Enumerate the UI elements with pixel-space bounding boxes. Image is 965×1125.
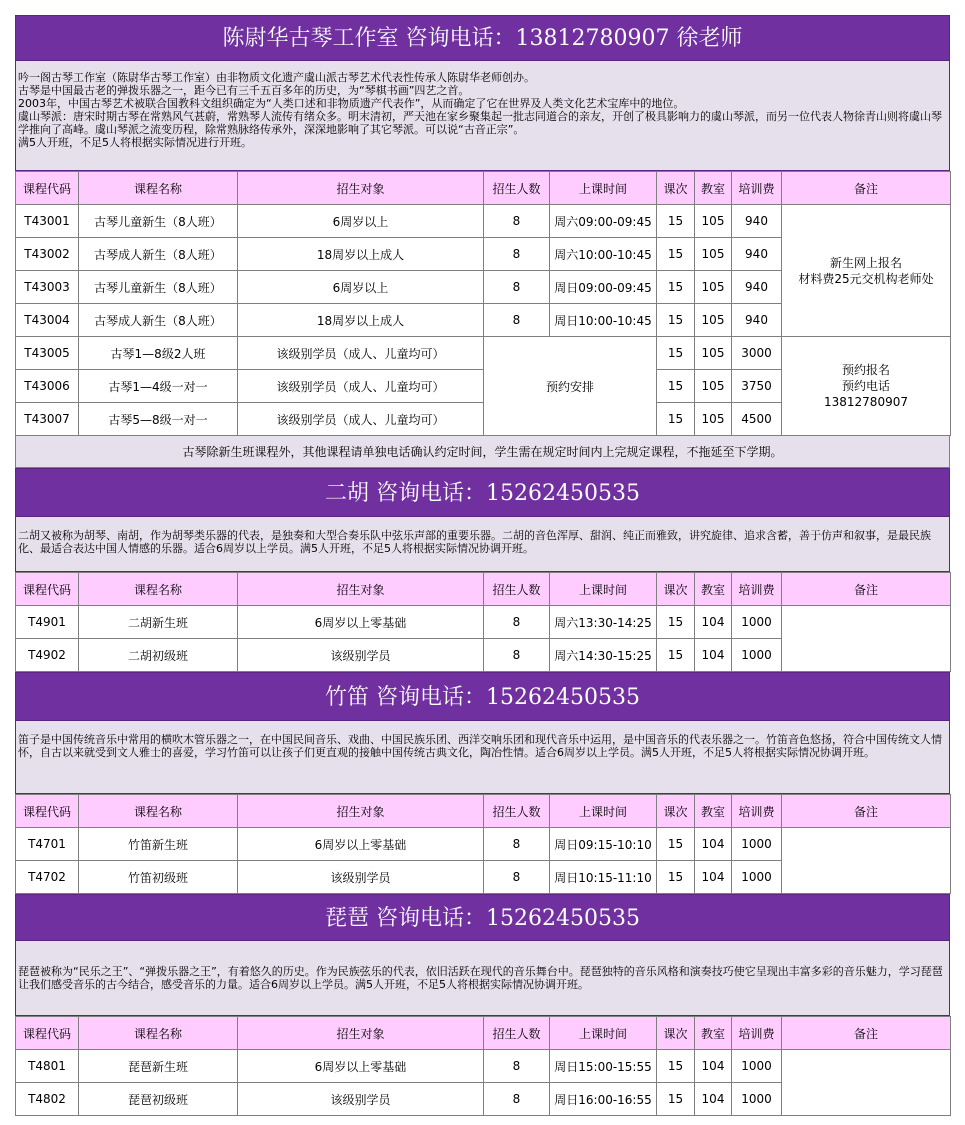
cell-target: 该级别学员 (238, 639, 484, 672)
header-sessions: 课次 (657, 1017, 695, 1050)
header-code: 课程代码 (16, 172, 79, 205)
erhu-section (15, 468, 950, 672)
cell-time: 周六13:30-14:25 (550, 606, 657, 639)
cell-count: 8 (484, 304, 550, 337)
header-target: 招生对象 (238, 172, 484, 205)
header-time: 上课时间 (550, 795, 657, 828)
header-count: 招生人数 (484, 573, 550, 606)
cell-room: 105 (695, 238, 732, 271)
cell-room: 105 (695, 337, 732, 370)
cell-name: 古琴成人新生（8人班） (79, 304, 238, 337)
cell-target: 18周岁以上成人 (238, 304, 484, 337)
cell-target: 该级别学员（成人、儿童均可） (238, 337, 484, 370)
header-target: 招生对象 (238, 1017, 484, 1050)
cell-code: T43002 (16, 238, 79, 271)
page (15, 15, 950, 1116)
cell-fee: 940 (732, 271, 782, 304)
header-sessions: 课次 (657, 795, 695, 828)
pipa-banner: 琵琶 咨询电话：15262450535 (15, 894, 950, 941)
cell-name: 古琴成人新生（8人班） (79, 238, 238, 271)
header-note: 备注 (782, 1017, 951, 1050)
erhu-table (15, 572, 951, 672)
cell-room: 104 (695, 606, 732, 639)
note-line: 预约电话 (841, 379, 890, 393)
header-target: 招生对象 (238, 795, 484, 828)
cell-name: 竹笛新生班 (79, 828, 238, 861)
header-count: 招生人数 (484, 172, 550, 205)
cell-note (782, 606, 951, 672)
cell-name: 古琴1—4级一对一 (79, 370, 238, 403)
cell-time: 周日15:00-15:55 (550, 1050, 657, 1083)
header-name: 课程名称 (79, 1017, 238, 1050)
cell-count: 8 (484, 861, 550, 894)
cell-code: T43004 (16, 304, 79, 337)
cell-fee: 1000 (732, 606, 782, 639)
cell-code: T43005 (16, 337, 79, 370)
cell-code: T4901 (16, 606, 79, 639)
cell-time: 周六10:00-10:45 (550, 238, 657, 271)
cell-count: 8 (484, 828, 550, 861)
table-row (16, 1050, 951, 1083)
cell-code: T4702 (16, 861, 79, 894)
header-note: 备注 (782, 172, 951, 205)
cell-code: T4902 (16, 639, 79, 672)
guqin-footnote: 古琴除新生班课程外，其他课程请单独电话确认约定时间，学生需在规定时间内上完规定课程，不拖延至下学期。 (15, 436, 950, 468)
header-name: 课程名称 (79, 795, 238, 828)
dizi-table (15, 794, 951, 894)
table-row (16, 337, 951, 370)
cell-sessions: 15 (657, 370, 695, 403)
cell-name: 古琴儿童新生（8人班） (79, 205, 238, 238)
pipa-intro (15, 941, 950, 1016)
cell-time: 周六14:30-15:25 (550, 639, 657, 672)
cell-fee: 1000 (732, 1083, 782, 1116)
table-row (16, 606, 951, 639)
cell-room: 105 (695, 304, 732, 337)
cell-target: 6周岁以上 (238, 271, 484, 304)
cell-fee: 940 (732, 304, 782, 337)
cell-note (782, 828, 951, 894)
header-fee: 培训费 (732, 795, 782, 828)
cell-room: 104 (695, 1083, 732, 1116)
header-code: 课程代码 (16, 795, 79, 828)
cell-name: 琵琶新生班 (79, 1050, 238, 1083)
cell-name: 竹笛初级班 (79, 861, 238, 894)
pipa-table (15, 1016, 951, 1116)
header-sessions: 课次 (657, 573, 695, 606)
cell-time: 周日09:15-10:10 (550, 828, 657, 861)
cell-target: 该级别学员 (238, 1083, 484, 1116)
cell-sessions: 15 (657, 304, 695, 337)
cell-sessions: 15 (657, 828, 695, 861)
cell-time: 周日09:00-09:45 (550, 271, 657, 304)
cell-count: 8 (484, 205, 550, 238)
cell-note-newstudent (782, 205, 951, 337)
cell-time: 周日10:15-11:10 (550, 861, 657, 894)
cell-code: T4801 (16, 1050, 79, 1083)
header-fee: 培训费 (732, 573, 782, 606)
cell-code: T43001 (16, 205, 79, 238)
intro-line: 2003年，中国古琴艺术被联合国教科文组织确定为“人类口述和非物质遗产代表作”，从而确定了它在世界及人类文化艺术宝库中的地位。 (18, 97, 685, 110)
cell-count: 8 (484, 606, 550, 639)
table-row (16, 828, 951, 861)
header-name: 课程名称 (79, 172, 238, 205)
intro-line: 吟一阁古琴工作室（陈尉华古琴工作室）由非物质文化遗产虞山派古琴艺术代表性传承人陈尉华老师创办。 (18, 71, 535, 84)
header-room: 教室 (695, 573, 732, 606)
header-target: 招生对象 (238, 573, 484, 606)
header-fee: 培训费 (732, 172, 782, 205)
header-time: 上课时间 (550, 1017, 657, 1050)
cell-fee: 3750 (732, 370, 782, 403)
intro-line: 笛子是中国传统音乐中常用的横吹木管乐器之一，在中国民间音乐、戏曲、中国民族乐团、西洋交响乐团和现代音乐中运用，是中国音乐的代表乐器之一。竹笛音色悠扬，符合中国传统文人情怀，自古以来就受到文人雅士的喜爱，学习竹笛可以让孩子们更直观的接触中国传统古典文化，陶冶性情。适合6周岁以上学员。满5人开班，不足5人将根据实际情况协调开班。 (18, 733, 942, 759)
cell-fee: 940 (732, 205, 782, 238)
cell-note (782, 1050, 951, 1116)
cell-name: 二胡新生班 (79, 606, 238, 639)
cell-name: 古琴5—8级一对一 (79, 403, 238, 436)
cell-target: 该级别学员 (238, 861, 484, 894)
cell-count: 8 (484, 238, 550, 271)
header-room: 教室 (695, 1017, 732, 1050)
header-time: 上课时间 (550, 172, 657, 205)
cell-code: T4802 (16, 1083, 79, 1116)
header-count: 招生人数 (484, 795, 550, 828)
cell-sessions: 15 (657, 271, 695, 304)
pipa-section (15, 894, 950, 1116)
guqin-section (15, 15, 950, 468)
table-header-row (16, 795, 951, 828)
cell-target: 6周岁以上零基础 (238, 606, 484, 639)
cell-target: 该级别学员（成人、儿童均可） (238, 370, 484, 403)
cell-count: 8 (484, 1050, 550, 1083)
cell-code: T43003 (16, 271, 79, 304)
cell-time: 周日10:00-10:45 (550, 304, 657, 337)
cell-appointment: 预约安排 (484, 337, 657, 436)
cell-room: 105 (695, 370, 732, 403)
note-line: 材料费25元交机构老师处 (798, 271, 934, 286)
cell-time: 周六09:00-09:45 (550, 205, 657, 238)
table-header-row (16, 1017, 951, 1050)
intro-line: 古琴是中国最古老的弹拨乐器之一，距今已有三千五百多年的历史，为“琴棋书画”四艺之首。 (18, 84, 470, 97)
header-count: 招生人数 (484, 1017, 550, 1050)
cell-target: 6周岁以上 (238, 205, 484, 238)
cell-room: 105 (695, 271, 732, 304)
cell-count: 8 (484, 271, 550, 304)
cell-fee: 1000 (732, 828, 782, 861)
cell-room: 104 (695, 861, 732, 894)
header-name: 课程名称 (79, 573, 238, 606)
cell-fee: 1000 (732, 1050, 782, 1083)
cell-sessions: 15 (657, 238, 695, 271)
dizi-banner: 竹笛 咨询电话：15262450535 (15, 672, 950, 721)
cell-name: 琵琶初级班 (79, 1083, 238, 1116)
cell-fee: 1000 (732, 861, 782, 894)
cell-target: 6周岁以上零基础 (238, 828, 484, 861)
cell-room: 104 (695, 1050, 732, 1083)
cell-code: T43007 (16, 403, 79, 436)
cell-fee: 940 (732, 238, 782, 271)
cell-sessions: 15 (657, 1083, 695, 1116)
intro-line: 二胡又被称为胡琴、南胡，作为胡琴类乐器的代表，是独奏和大型合奏乐队中弦乐声部的重要乐器。二胡的音色浑厚、甜润、纯正而雅致，讲究旋律、追求含蓄，善于仿声和叙事，是最民族化、最适合表达中国人情感的乐器。适合6周岁以上学员。满5人开班，不足5人将根据实际情况协调开班。 (18, 529, 931, 555)
table-row (16, 205, 951, 238)
cell-room: 104 (695, 828, 732, 861)
guqin-table (15, 171, 951, 436)
header-sessions: 课次 (657, 172, 695, 205)
note-line: 新生网上报名 (829, 255, 902, 270)
cell-sessions: 15 (657, 403, 695, 436)
cell-sessions: 15 (657, 861, 695, 894)
cell-code: T43006 (16, 370, 79, 403)
cell-target: 6周岁以上零基础 (238, 1050, 484, 1083)
cell-target: 18周岁以上成人 (238, 238, 484, 271)
table-header-row (16, 573, 951, 606)
header-note: 备注 (782, 795, 951, 828)
cell-name: 古琴儿童新生（8人班） (79, 271, 238, 304)
guqin-banner: 陈尉华古琴工作室 咨询电话：13812780907 徐老师 (15, 15, 950, 61)
intro-line: 虞山琴派：唐宋时期古琴在常熟风气甚蔚，常熟琴人流传有绪众多。明末清初，严天池在家乡聚集起一批志同道合的亲友，开创了极具影响力的虞山琴派，而另一位代表人物徐青山则将虞山琴学推向了高峰。虞山琴派之流变历程，除常熟脉络传承外，深深地影响了其它琴派。可以说“古音正宗”。 (18, 110, 942, 136)
cell-code: T4701 (16, 828, 79, 861)
cell-fee: 3000 (732, 337, 782, 370)
cell-time: 周日16:00-16:55 (550, 1083, 657, 1116)
cell-target: 该级别学员（成人、儿童均可） (238, 403, 484, 436)
intro-line: 满5人开班，不足5人将根据实际情况进行开班。 (18, 136, 252, 149)
cell-sessions: 15 (657, 205, 695, 238)
erhu-banner: 二胡 咨询电话：15262450535 (15, 468, 950, 517)
header-note: 备注 (782, 573, 951, 606)
note-line: 预约报名 (841, 363, 890, 377)
header-room: 教室 (695, 172, 732, 205)
header-time: 上课时间 (550, 573, 657, 606)
cell-room: 105 (695, 205, 732, 238)
dizi-intro (15, 721, 950, 794)
header-code: 课程代码 (16, 1017, 79, 1050)
cell-name: 古琴1—8级2人班 (79, 337, 238, 370)
cell-room: 105 (695, 403, 732, 436)
erhu-intro (15, 517, 950, 572)
cell-name: 二胡初级班 (79, 639, 238, 672)
guqin-intro (15, 61, 950, 171)
cell-sessions: 15 (657, 639, 695, 672)
dizi-section (15, 672, 950, 894)
header-code: 课程代码 (16, 573, 79, 606)
header-room: 教室 (695, 795, 732, 828)
cell-fee: 1000 (732, 639, 782, 672)
cell-room: 104 (695, 639, 732, 672)
intro-line: 琵琶被称为“民乐之王”、“弹拨乐器之王”，有着悠久的历史。作为民族弦乐的代表，依旧活跃在现代的音乐舞台中。琵琶独特的音乐风格和演奏技巧使它呈现出丰富多彩的音乐魅力，学习琵琶让我们感受音乐的古今结合，感受音乐的力量。适合6周岁以上学员。满5人开班，不足5人将根据实际情况协调开班。 (18, 965, 943, 991)
cell-sessions: 15 (657, 606, 695, 639)
cell-fee: 4500 (732, 403, 782, 436)
cell-sessions: 15 (657, 337, 695, 370)
note-line: 13812780907 (824, 395, 908, 409)
cell-sessions: 15 (657, 1050, 695, 1083)
table-header-row (16, 172, 951, 205)
cell-note-appointment (782, 337, 951, 436)
header-fee: 培训费 (732, 1017, 782, 1050)
cell-count: 8 (484, 639, 550, 672)
cell-count: 8 (484, 1083, 550, 1116)
